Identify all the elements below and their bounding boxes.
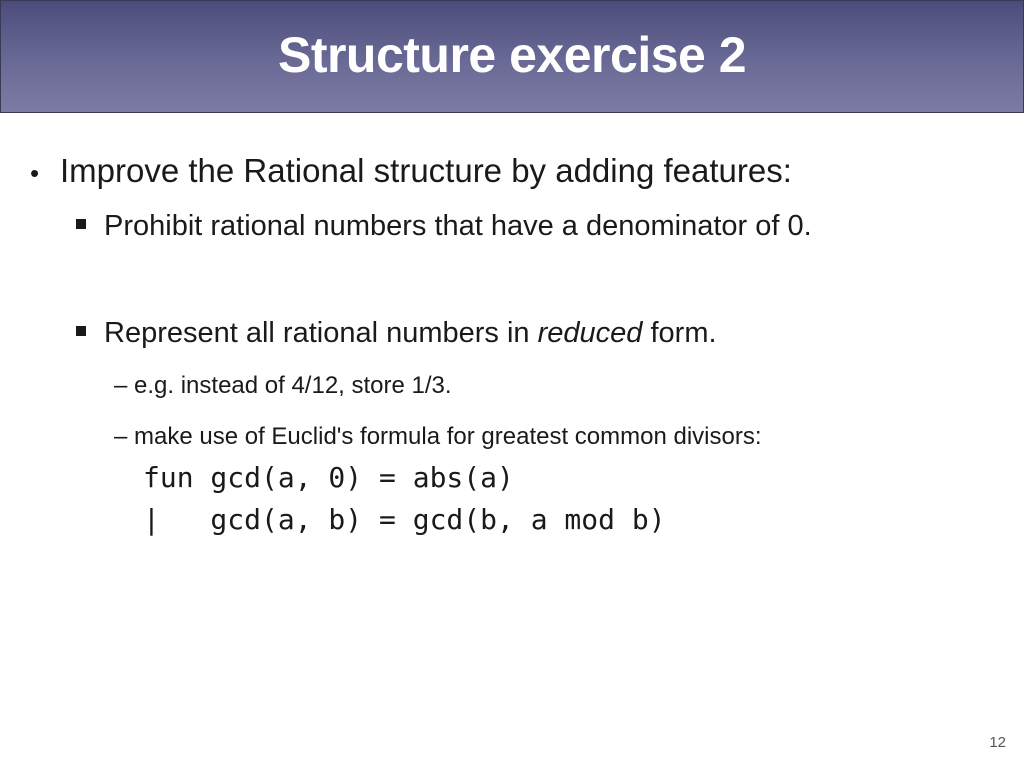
sub-bullet-text-after: form.: [642, 317, 717, 349]
emphasis-text: reduced: [537, 317, 643, 349]
bullet-item-main: [30, 152, 792, 190]
example-item: – e.g. instead of 4/12, store 1/3.: [114, 372, 452, 399]
sub-bullet-text: Prohibit rational numbers that have a denominator of 0.: [104, 210, 812, 242]
bullet-dot-icon: •: [30, 158, 40, 188]
sub-bullet-text-before: Represent all rational numbers in: [104, 317, 538, 349]
code-line: fun gcd(a, 0) = abs(a): [143, 461, 514, 494]
square-bullet-icon: [76, 219, 86, 229]
euclid-item: – make use of Euclid's formula for greatest common divisors:: [114, 423, 762, 450]
bullet-main-text: Improve the Rational structure by adding features:: [60, 152, 792, 189]
square-bullet-icon: [76, 326, 86, 336]
slide-title: Structure exercise 2: [277, 26, 747, 83]
sub-bullet-item-reduced: [76, 317, 717, 350]
code-line: | gcd(a, b) = gcd(b, a mod b): [143, 503, 666, 536]
slide-number: 12: [989, 734, 1006, 751]
sub-bullet-item-prohibit: [76, 210, 812, 243]
